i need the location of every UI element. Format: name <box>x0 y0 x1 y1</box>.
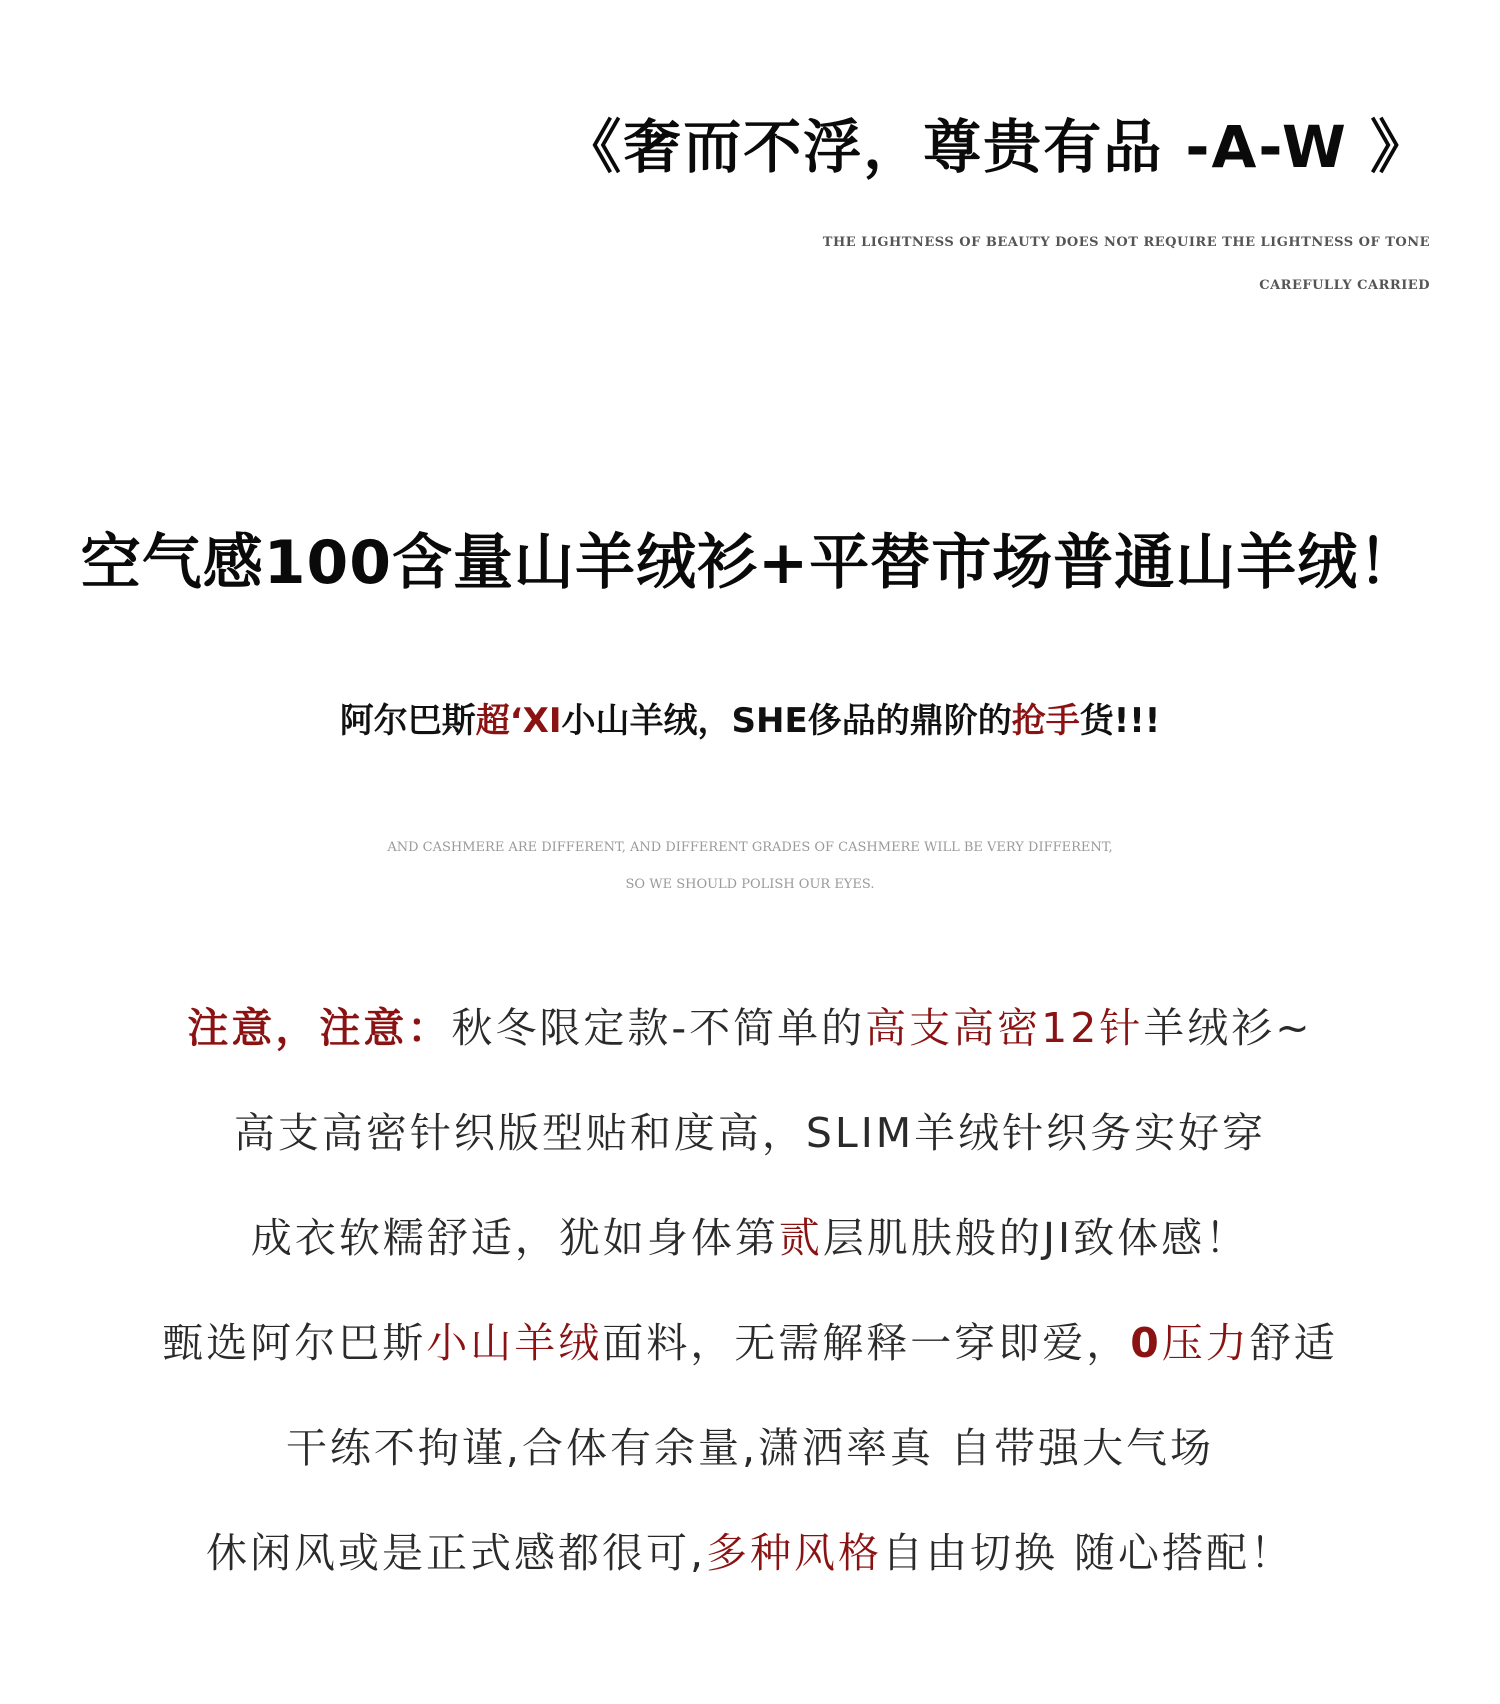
subhead-highlight-1: 超‘XI <box>475 701 562 741</box>
headline: 空气感100含量山羊绒衫+平替市场普通山羊绒！ <box>80 528 1420 598</box>
body-line-4-zero: 0 <box>1130 1319 1162 1367</box>
english-note-line1: AND CASHMERE ARE DIFFERENT, AND DIFFERENT GRADES OF CASHMERE WILL BE VERY DIFFERENT, <box>387 840 1113 855</box>
english-tagline-line1: THE LIGHTNESS OF BEAUTY DOES NOT REQUIRE THE LIGHTNESS OF TONE <box>822 235 1430 250</box>
body-line-3 <box>0 1205 1500 1264</box>
body-line-4-text-1: 甄选阿尔巴斯 <box>162 1319 427 1367</box>
body-line-4-highlight-1: 小山羊绒 <box>426 1319 603 1367</box>
subheadline <box>0 693 1500 742</box>
body-line-2: 高支高密针织版型贴和度高，SLIM羊绒针织务实好穿 <box>233 1109 1267 1157</box>
page-title: 《奢而不浮，尊贵有品 -A-W 》 <box>563 113 1430 181</box>
body-line-1-text-1: 秋冬限定款-不简单的 <box>451 1004 866 1052</box>
body-line-6-text-1: 休闲风或是正式感都很可, <box>205 1529 706 1577</box>
body-line-1-text-2: 羊绒衫~ <box>1143 1004 1313 1052</box>
subhead-highlight-2: 抢手 <box>1011 701 1080 741</box>
body-line-6-highlight: 多种风格 <box>706 1529 882 1577</box>
body-line-4-text-3: 舒适 <box>1249 1319 1338 1367</box>
subhead-text-1: 阿尔巴斯 <box>339 701 476 741</box>
body-line-4 <box>0 1310 1500 1369</box>
subhead-text-3: 货!!! <box>1079 701 1161 741</box>
subhead-text-2: 小山羊绒，SHE侈品的鼎阶的 <box>561 701 1012 741</box>
english-tagline-line2: CAREFULLY CARRIED <box>1259 278 1430 293</box>
body-line-1-highlight: 高支高密12针 <box>865 1004 1144 1052</box>
body-line-6-text-2: 自由切换 随心搭配！ <box>882 1529 1295 1577</box>
body-line-3-text-2: 层肌肤般的JI致体感！ <box>822 1214 1250 1262</box>
body-line-3-text-1: 成衣软糯舒适，犹如身体第 <box>250 1214 779 1262</box>
body-line-4-highlight-2: 压力 <box>1161 1319 1250 1367</box>
body-line-6 <box>0 1520 1500 1579</box>
attention-label: 注意，注意： <box>187 1004 452 1052</box>
body-line-4-text-2: 面料，无需解释一穿即爱， <box>602 1319 1131 1367</box>
body-line-3-highlight: 贰 <box>778 1214 823 1262</box>
body-line-5: 干练不拘谨,合体有余量,潇洒率真 自带强大气场 <box>285 1424 1215 1472</box>
body-line-1 <box>0 995 1500 1054</box>
english-note-line2: SO WE SHOULD POLISH OUR EYES. <box>625 877 875 892</box>
